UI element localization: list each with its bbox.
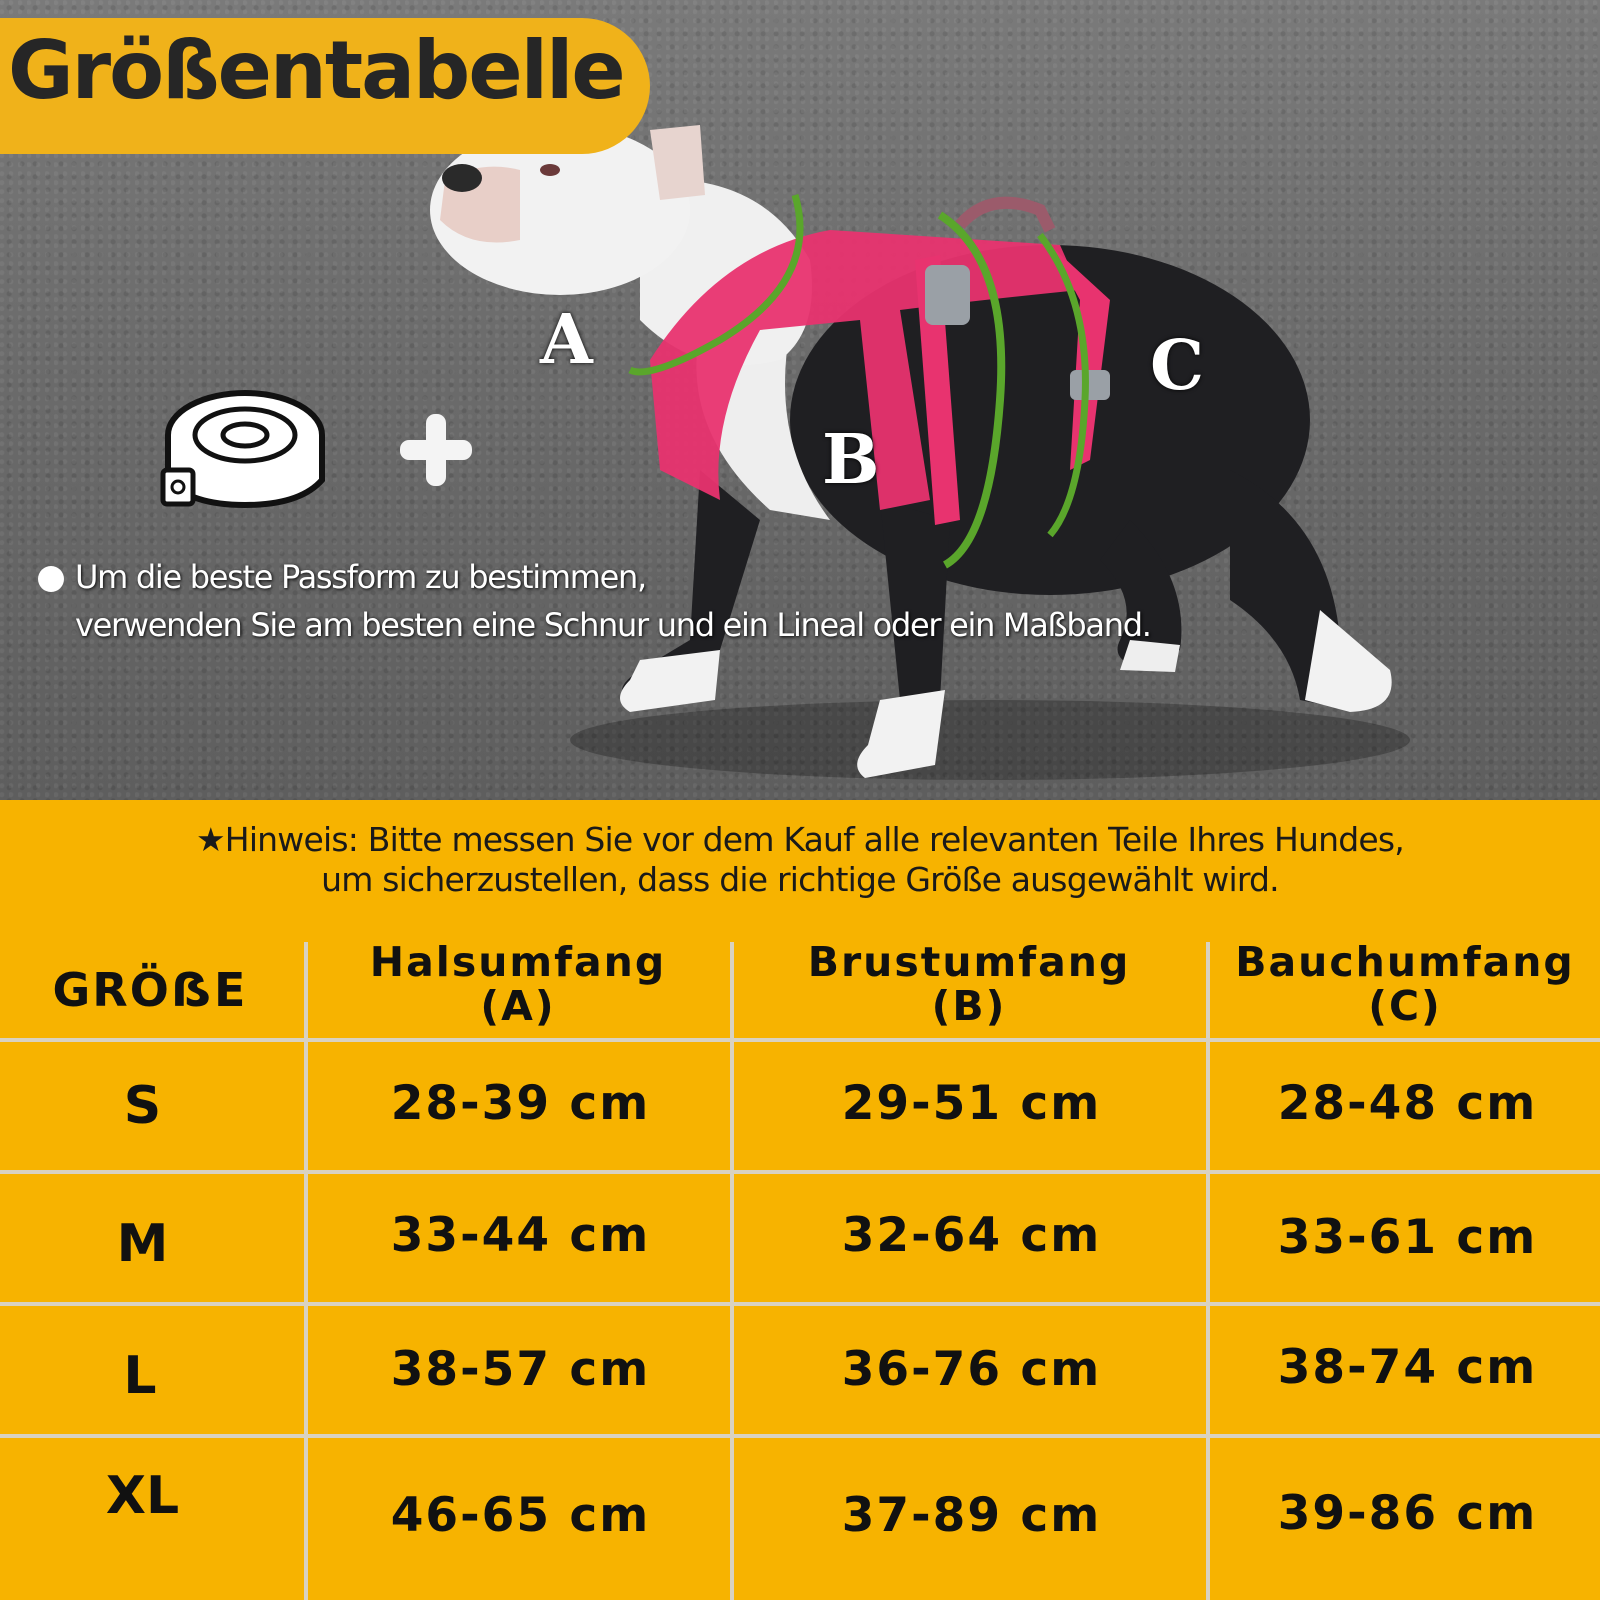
measure-label-a: A	[540, 300, 593, 380]
note-line-2: um sicherzustellen, dass die richtige Größe ausgewählt wird.	[321, 860, 1279, 899]
belly-l: 38-74 cm	[1277, 1340, 1538, 1395]
neck-m: 33-44 cm	[390, 1208, 651, 1263]
header-size-label: GRÖẞE	[52, 963, 248, 1017]
header-neck-letter: (A)	[480, 982, 556, 1030]
neck-s: 28-39 cm	[390, 1076, 651, 1131]
size-m: M	[116, 1214, 169, 1274]
belly-xl: 39-86 cm	[1277, 1486, 1538, 1541]
page-title: Größentabelle	[8, 24, 624, 117]
header-size	[0, 963, 300, 1017]
table-divider	[0, 1038, 1600, 1042]
belly-s: 28-48 cm	[1277, 1076, 1538, 1131]
chest-m: 32-64 cm	[841, 1208, 1102, 1263]
header-neck	[308, 940, 728, 1028]
hint-line-1: Um die beste Passform zu bestimmen,	[75, 558, 646, 596]
header-belly	[1210, 940, 1600, 1028]
size-s: S	[123, 1076, 162, 1136]
chest-l: 36-76 cm	[841, 1342, 1102, 1397]
plus-icon	[400, 414, 472, 486]
table-divider	[0, 1434, 1600, 1438]
note-line-1: ★Hinweis: Bitte messen Sie vor dem Kauf alle relevanten Teile Ihres Hundes,	[196, 820, 1404, 859]
size-l: L	[123, 1346, 157, 1406]
neck-xl: 46-65 cm	[390, 1488, 651, 1543]
tape-measure-icon	[163, 393, 322, 505]
hint-line-2: verwenden Sie am besten eine Schnur und ein Lineal oder ein Maßband.	[75, 606, 1151, 644]
chest-xl: 37-89 cm	[841, 1488, 1102, 1543]
measure-label-c: C	[1150, 326, 1205, 406]
belly-m: 33-61 cm	[1277, 1210, 1538, 1265]
chest-s: 29-51 cm	[841, 1076, 1102, 1131]
header-belly-letter: (C)	[1368, 982, 1442, 1030]
measure-label-b: B	[822, 420, 880, 500]
bullet-dot-icon	[38, 566, 64, 592]
table-divider	[0, 1170, 1600, 1174]
header-belly-label: Bauchumfang	[1235, 938, 1575, 986]
table-divider	[0, 1302, 1600, 1306]
size-xl: XL	[105, 1466, 180, 1526]
neck-l: 38-57 cm	[390, 1342, 651, 1397]
header-chest-label: Brustumfang	[807, 938, 1131, 986]
header-chest-letter: (B)	[931, 982, 1007, 1030]
header-chest	[734, 940, 1204, 1028]
header-neck-label: Halsumfang	[369, 938, 667, 986]
